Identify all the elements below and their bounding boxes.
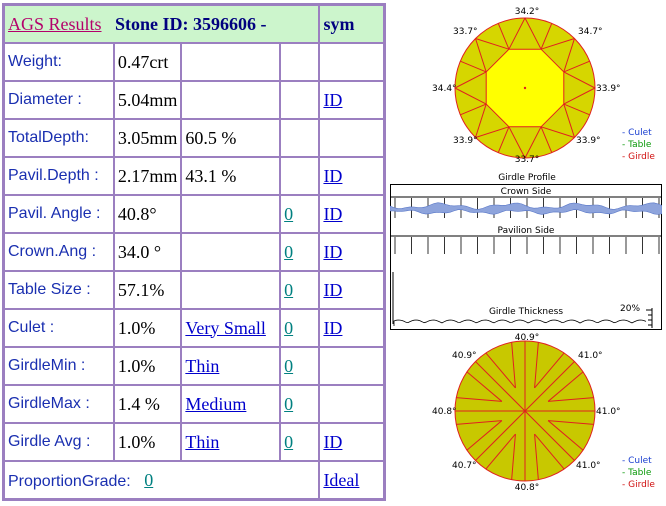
culet-grade-link[interactable]: 0 [284,317,294,338]
pavilion-diagram [428,330,628,500]
row-value: 40.8° [114,195,182,233]
row-link-cell [319,157,384,195]
pavilion-angle-bottom-left: 40.7° [452,461,477,471]
table-row [4,195,384,233]
crown-angle-right: 33.9° [596,84,621,94]
crown-angle-bottom-left: 33.9° [453,136,478,146]
girdle-min-grade-link[interactable]: 0 [284,355,294,376]
row-label: GirdleMax : [4,385,114,423]
row-extra [181,195,280,233]
culet-id-link[interactable]: ID [323,317,343,338]
row-extra [181,43,280,81]
proportion-grade-cell [4,461,319,499]
pavilion-facet-lines [455,341,595,481]
row-value: 3.05mm [114,119,182,157]
legend-culet: - Culet [622,456,652,466]
culet-size-link[interactable]: Very Small [185,317,266,338]
top-legend [622,127,655,163]
footer-row [4,461,384,499]
row-extra-cell [181,385,280,423]
diameter-id-link[interactable]: ID [323,89,343,110]
row-grade [280,43,319,81]
row-value: 1.0% [114,309,182,347]
row-grade-cell [280,423,319,461]
row-label: GirdleMin : [4,347,114,385]
row-link-cell [319,195,384,233]
girdle-avg-id-link[interactable]: ID [323,431,343,452]
table-size-grade-link[interactable]: 0 [284,279,294,300]
crown-angle-id-link[interactable]: ID [323,241,343,262]
row-grade-cell [280,271,319,309]
table-row [4,423,384,461]
row-label: Crown.Ang : [4,233,114,271]
pavilion-side-label: Pavilion Side [497,226,555,236]
row-value: 1.0% [114,347,182,385]
row-value: 1.4 % [114,385,182,423]
girdle-profile-chart [390,184,662,330]
table-row [4,309,384,347]
girdle-profile-label: Girdle Profile [498,173,556,182]
crown-side-label: Crown Side [500,187,552,197]
results-table [2,3,386,501]
row-label: Culet : [4,309,114,347]
row-extra: 43.1 % [181,157,280,195]
row-extra [181,233,280,271]
row-grade [280,157,319,195]
row-link-cell [319,233,384,271]
results-title: AGS Results [8,13,102,34]
legend-girdle: - Girdle [622,480,655,490]
row-link-cell [319,423,384,461]
proportion-grade-label: ProportionGrade: [8,472,131,490]
pavil-depth-id-link[interactable]: ID [323,165,343,186]
girdle-thickness-label: Girdle Thickness [488,307,564,317]
crown-angle-left: 34.4° [432,84,457,94]
legend-table: - Table [622,140,652,150]
row-extra: 60.5 % [181,119,280,157]
row-value: 0.47crt [114,43,182,81]
pavilion-angle-top-left: 40.9° [452,351,477,361]
row-grade-cell [280,347,319,385]
legend-girdle: - Girdle [622,152,655,162]
crown-angle-top-left: 33.7° [453,27,478,37]
row-link [319,119,384,157]
row-link-cell [319,309,384,347]
row-grade [280,119,319,157]
pavil-angle-id-link[interactable]: ID [323,203,343,224]
header-sym-cell [319,5,384,43]
pavilion-angle-top-right: 41.0° [578,351,603,361]
pavilion-angle-right: 41.0° [596,407,621,417]
row-value: 34.0 ° [114,233,182,271]
crown-angle-bottom-right: 33.9° [576,136,601,146]
table-size-id-link[interactable]: ID [323,279,343,300]
crown-angle-top: 34.2° [514,7,540,17]
row-link [319,385,384,423]
row-extra [181,81,280,119]
girdle-percent-label: 20% [620,304,641,314]
crown-angle-bottom: 33.7° [514,155,540,165]
row-extra-cell [181,309,280,347]
crown-angle-top-right: 34.7° [578,27,603,37]
pavil-angle-grade-link[interactable]: 0 [284,203,294,224]
girdle-max-link[interactable]: Medium [185,393,247,414]
row-value: 5.04mm [114,81,182,119]
row-extra-cell [181,347,280,385]
girdle-avg-grade-link[interactable]: 0 [284,431,294,452]
pavilion-angle-bottom: 40.8° [514,483,540,493]
table-row [4,385,384,423]
row-label: Girdle Avg : [4,423,114,461]
girdle-min-link[interactable]: Thin [185,355,220,376]
row-link-cell [319,81,384,119]
row-link [319,347,384,385]
row-value: 1.0% [114,423,182,461]
proportion-grade-link[interactable]: 0 [144,469,154,490]
crown-diagram [428,2,628,182]
row-link [319,43,384,81]
table-row [4,347,384,385]
ideal-cell [319,461,384,499]
stone-id: Stone ID: 3596606 - [115,13,267,34]
table-row [4,43,384,81]
row-extra [181,271,280,309]
table-row [4,233,384,271]
header-title-cell [4,5,319,43]
girdle-avg-link[interactable]: Thin [185,431,220,452]
sym-label: sym [323,13,355,34]
row-grade-cell [280,309,319,347]
bottom-legend [622,455,655,491]
row-label: TotalDepth: [4,119,114,157]
pavilion-angle-bottom-right: 41.0° [576,461,601,471]
row-value: 57.1% [114,271,182,309]
crown-angle-grade-link[interactable]: 0 [284,241,294,262]
row-grade-cell [280,385,319,423]
ideal-link[interactable]: Ideal [323,469,360,490]
row-label: Table Size : [4,271,114,309]
row-value: 2.17mm [114,157,182,195]
legend-table: - Table [622,468,652,478]
table-row [4,271,384,309]
row-grade [280,81,319,119]
legend-culet: - Culet [622,128,652,138]
girdle-max-grade-link[interactable]: 0 [284,393,294,414]
table-row [4,157,384,195]
header-row [4,5,384,43]
culet-dot [524,87,526,89]
row-label: Pavil.Depth : [4,157,114,195]
pavilion-angle-left: 40.8° [432,407,457,417]
row-link-cell [319,271,384,309]
pavilion-angle-top: 40.9° [514,333,540,343]
row-extra-cell [181,423,280,461]
row-label: Weight: [4,43,114,81]
row-grade-cell [280,195,319,233]
table-row [4,119,384,157]
row-label: Pavil. Angle : [4,195,114,233]
table-row [4,81,384,119]
row-grade-cell [280,233,319,271]
row-label: Diameter : [4,81,114,119]
